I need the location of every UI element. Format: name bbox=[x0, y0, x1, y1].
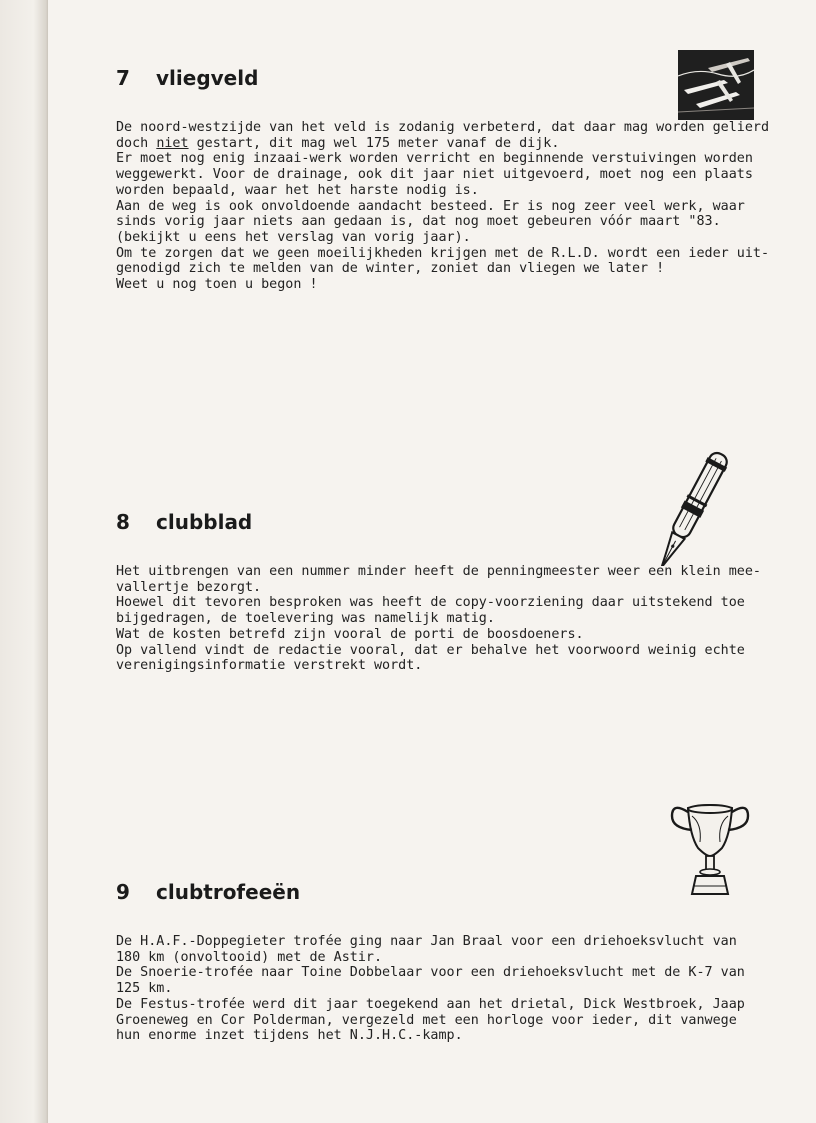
text-segment: Aan de weg is ook onvoldoende aandacht besteed. Er is nog zeer veel werk, waar bbox=[116, 198, 745, 214]
text-segment: weggewerkt. Voor de drainage, ook dit jaar niet uitgevoerd, moet nog een plaats bbox=[116, 167, 753, 183]
text-line bbox=[116, 1028, 776, 1044]
text-line bbox=[116, 167, 776, 183]
section-body bbox=[116, 564, 776, 674]
section-number: 8 bbox=[116, 510, 130, 534]
text-line bbox=[116, 950, 776, 966]
text-line bbox=[116, 997, 776, 1013]
text-segment: gestart, dit mag wel 175 meter vanaf de dijk. bbox=[188, 135, 560, 151]
text-segment: Er moet nog enig inzaai-werk worden verricht en beginnende verstuivingen worden bbox=[116, 151, 753, 167]
text-segment: sinds vorig jaar niets aan gedaan is, dat nog moet gebeuren vóór maart "83. bbox=[116, 214, 721, 230]
text-line bbox=[116, 136, 776, 152]
text-line bbox=[116, 611, 776, 627]
text-segment: doch bbox=[116, 135, 157, 151]
text-line bbox=[116, 658, 776, 674]
trophy-cup-icon bbox=[668, 796, 752, 900]
text-line bbox=[116, 564, 776, 580]
text-segment: 125 km. bbox=[116, 981, 173, 997]
section-heading bbox=[116, 66, 776, 90]
section-title: vliegveld bbox=[156, 66, 259, 90]
text-line bbox=[116, 120, 776, 136]
text-segment: De Festus-trofée werd dit jaar toegekend aan het drietal, Dick Westbroek, Jaap bbox=[116, 996, 745, 1012]
text-segment: verenigingsinformatie verstrekt wordt. bbox=[116, 658, 423, 674]
text-line bbox=[116, 627, 776, 643]
text-segment: Groeneweg en Cor Polderman, vergezeld met een horloge voor ieder, dit vanwege bbox=[116, 1012, 737, 1028]
text-segment: Om te zorgen dat we geen moeilijkheden krijgen met de R.L.D. wordt een ieder uit- bbox=[116, 245, 770, 261]
text-line bbox=[116, 643, 776, 659]
section-vliegveld bbox=[116, 66, 776, 293]
text-line bbox=[116, 230, 776, 246]
text-line bbox=[116, 1013, 776, 1029]
binding-margin bbox=[0, 0, 48, 1123]
text-line bbox=[116, 151, 776, 167]
text-line bbox=[116, 580, 776, 596]
text-segment: Wat de kosten betrefd zijn vooral de porti de boosdoeners. bbox=[116, 626, 584, 642]
section-clubtrofeeen bbox=[116, 880, 776, 1044]
text-line bbox=[116, 183, 776, 199]
text-line bbox=[116, 934, 776, 950]
text-line bbox=[116, 246, 776, 262]
underlined-word: niet bbox=[156, 135, 189, 151]
text-segment: bijgedragen, de toelevering was namelijk matig. bbox=[116, 611, 495, 627]
section-number: 9 bbox=[116, 880, 130, 904]
text-segment: De H.A.F.-Doppegieter trofée ging naar Jan Braal voor een driehoeksvlucht van bbox=[116, 934, 737, 949]
text-segment: Het uitbrengen van een nummer minder heeft de penningmeester weer een klein mee- bbox=[116, 564, 761, 579]
text-segment: 180 km (onvoltooid) met de Astir. bbox=[116, 949, 383, 965]
section-number: 7 bbox=[116, 66, 130, 90]
section-title: clubblad bbox=[156, 510, 253, 534]
text-segment: De noord-westzijde van het veld is zodanig verbeterd, dat daar mag worden gelierd bbox=[116, 120, 770, 135]
text-line bbox=[116, 595, 776, 611]
text-line bbox=[116, 965, 776, 981]
text-segment: Op vallend vindt de redactie vooral, dat er behalve het voorwoord weinig echte bbox=[116, 642, 745, 658]
text-segment: genodigd zich te melden van de winter, zoniet dan vliegen we later ! bbox=[116, 261, 665, 277]
text-line bbox=[116, 214, 776, 230]
text-segment: De Snoerie-trofée naar Toine Dobbelaar voor een driehoeksvlucht met de K-7 van bbox=[116, 965, 745, 981]
section-body bbox=[116, 120, 776, 293]
text-segment: worden bepaald, waar het het harste nodig is. bbox=[116, 182, 479, 198]
text-segment: hun enorme inzet tijdens het N.J.H.C.-kamp. bbox=[116, 1028, 463, 1044]
text-line bbox=[116, 261, 776, 277]
glider-field-icon bbox=[678, 50, 754, 120]
text-segment: (bekijkt u eens het verslag van vorig jaar). bbox=[116, 229, 471, 245]
text-segment: vallertje bezorgt. bbox=[116, 579, 262, 595]
text-segment: Hoewel dit tevoren besproken was heeft de copy-voorziening daar uitstekend toe bbox=[116, 595, 745, 611]
text-line bbox=[116, 981, 776, 997]
text-line bbox=[116, 277, 776, 293]
text-segment: Weet u nog toen u begon ! bbox=[116, 277, 318, 293]
text-line bbox=[116, 199, 776, 215]
section-body bbox=[116, 934, 776, 1044]
fountain-pen-icon bbox=[652, 418, 758, 566]
section-title: clubtrofeeën bbox=[156, 880, 301, 904]
